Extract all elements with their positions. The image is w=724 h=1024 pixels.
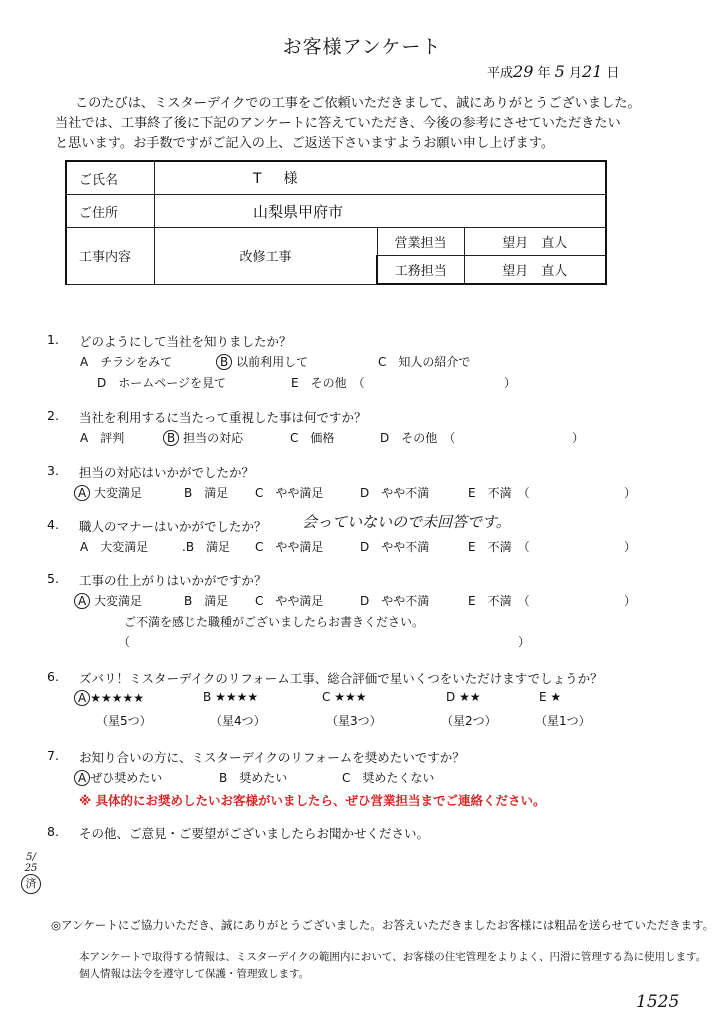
question-text: 職人のマナーはいかがでしたか？ <box>79 519 267 534</box>
sales-value: 望月 直人 <box>464 228 606 256</box>
q6-option-d[interactable] <box>446 690 481 704</box>
name-value: T 様 <box>253 171 302 187</box>
q7-option-c[interactable]: C 奨めたくない <box>342 771 435 785</box>
construction-value: 望月 直人 <box>464 256 606 285</box>
date-day: 21 <box>582 62 603 81</box>
star-rating: ★ <box>550 690 562 704</box>
q3-option-b[interactable]: B 満足 <box>184 486 229 500</box>
question-text: その他、ご意見・ご要望がございましたらお聞かせください。 <box>79 826 430 841</box>
q5-sub-text: ご不満を感じた職種がございましたらお書きください。 <box>124 615 425 629</box>
q4-option-a[interactable]: A 大変満足 <box>80 540 149 554</box>
q2-option-c[interactable]: C 価格 <box>290 431 335 445</box>
q3-close-paren: ） <box>624 486 637 500</box>
date-month-unit: 月 <box>569 66 583 81</box>
question-text: ズバリ！ミスターデイクのリフォーム工事、総合評価で星いくつをいただけますでしょうか？ <box>79 671 603 686</box>
question-number: 3. <box>47 463 59 478</box>
question-number: 1. <box>47 332 59 347</box>
q7-option-a[interactable] <box>74 769 162 786</box>
footer-thanks: ◎アンケートにご協力いただき、誠にありがとうございました。お答えいただきましたお客様には粗品を送らせていただきます。 <box>51 918 715 932</box>
question-number: 6. <box>47 669 59 684</box>
sales-label: 営業担当 <box>377 228 464 256</box>
date-era: 平成 <box>487 66 514 81</box>
q2-option-a[interactable]: A 評判 <box>80 431 125 445</box>
date-month: 5 <box>554 62 565 81</box>
q6-option-d-label: （星2つ） <box>441 714 497 728</box>
construction-label: 工務担当 <box>377 256 464 285</box>
q6-option-c-label: （星3つ） <box>326 714 382 728</box>
q3-option-a[interactable] <box>74 484 142 501</box>
address-value-cell <box>155 195 607 228</box>
q1-option-a[interactable]: A チラシをみて <box>80 355 173 369</box>
q3-option-c[interactable]: C やや満足 <box>255 486 324 500</box>
star-rating: ★★★★ <box>215 690 259 704</box>
q7-option-b[interactable]: B 奨めたい <box>219 771 288 785</box>
option-text: 大変満足 <box>94 594 143 608</box>
q6-option-c[interactable] <box>322 690 367 704</box>
q5-option-d[interactable]: D やや不満 <box>360 594 430 608</box>
star-rating: ★★★ <box>334 690 367 704</box>
address-label: ご住所 <box>66 195 155 228</box>
q6-option-a[interactable] <box>74 690 144 706</box>
selection-circle: A <box>74 593 90 609</box>
q6-option-b[interactable] <box>203 690 258 704</box>
option-text: 大変満足 <box>94 486 143 500</box>
option-text: 以前利用して <box>236 355 309 369</box>
star-rating: ★★ <box>459 690 481 704</box>
q6-option-e-label: （星1つ） <box>535 714 591 728</box>
work-value: 改修工事 <box>155 228 378 285</box>
customer-info-table <box>65 160 607 285</box>
q4-option-c[interactable]: C やや満足 <box>255 540 324 554</box>
q1-option-c[interactable]: C 知人の紹介で <box>378 355 471 369</box>
option-letter: D <box>446 690 456 704</box>
q5-sub-open-paren: （ <box>118 635 131 649</box>
intro-line: このたびは、ミスターデイクでの工事をご依頼いただきまして、誠にありがとうございました。 <box>75 96 641 111</box>
option-text: 担当の対応 <box>183 431 244 445</box>
question-text: どのようにして当社を知りましたか？ <box>79 334 292 349</box>
q1-option-b[interactable] <box>216 353 308 370</box>
option-letter: C <box>322 690 331 704</box>
question-number: 7. <box>47 748 59 763</box>
page-number: 1525 <box>636 992 680 1012</box>
question-number: 4. <box>47 517 59 532</box>
footer-privacy-1: 本アンケートで取得する情報は、ミスターデイクの範囲内において、お客様の住宅管理をよりよく、円滑に管理する為に使用します。 <box>79 951 707 963</box>
question-text: 工事の仕上がりはいかがですか？ <box>79 573 267 588</box>
stamp-mark: 済 <box>21 874 41 894</box>
q2-option-b[interactable] <box>163 429 243 446</box>
question-text: 担当の対応はいかがでしたか？ <box>79 465 255 480</box>
q6-option-a-label: （星5つ） <box>96 714 152 728</box>
q3-option-e[interactable]: E 不満 （ <box>468 486 530 500</box>
q5-option-a[interactable] <box>74 592 142 609</box>
q6-option-e[interactable] <box>539 690 561 704</box>
intro-line: 当社では、工事終了後に下記のアンケートに答えていただき、今後の参考にさせていただきたい <box>55 116 621 131</box>
q3-option-d[interactable]: D やや不満 <box>360 486 430 500</box>
name-label: ご氏名 <box>66 161 155 195</box>
date-year: 29 <box>513 62 534 81</box>
q5-sub-close-paren: ） <box>518 635 531 649</box>
selection-circle: A <box>74 485 90 501</box>
q4-option-d[interactable]: D やや不満 <box>360 540 430 554</box>
selection-circle: A <box>74 690 90 706</box>
selection-circle: B <box>216 354 232 370</box>
question-text: お知り合いの方に、ミスターデイクのリフォームを奨めたいですか？ <box>79 750 465 765</box>
question-number: 8. <box>47 824 59 839</box>
footer-privacy-2: 個人情報は法令を遵守して保護・管理致します。 <box>79 968 310 980</box>
stamp-date-bottom: 25 <box>24 863 38 874</box>
q7-note: ※ 具体的にお奨めしたいお客様がいましたら、ぜひ営業担当までご連絡ください。 <box>79 793 546 808</box>
intro-paragraph <box>55 94 695 154</box>
q1-option-e[interactable]: E その他 （ <box>291 376 365 390</box>
address-value: 山梨県甲府市 <box>253 202 344 221</box>
date-year-unit: 年 <box>537 66 551 81</box>
question-number: 5. <box>47 571 59 586</box>
q2-close-paren: ） <box>572 431 585 445</box>
q5-close-paren: ） <box>624 594 637 608</box>
date-line <box>487 62 620 81</box>
q5-option-b[interactable]: B 満足 <box>184 594 229 608</box>
selection-circle: B <box>163 430 179 446</box>
option-letter: B <box>203 690 212 704</box>
received-stamp <box>14 852 48 894</box>
q5-option-c[interactable]: C やや満足 <box>255 594 324 608</box>
q1-close-paren: ） <box>504 376 517 390</box>
q4-option-b[interactable]: .B 満足 <box>182 540 231 554</box>
intro-line: と思います。お手数ですがご記入の上、ご返送下さいますようお願い申し上げます。 <box>55 136 555 151</box>
option-text: ぜひ奨めたい <box>90 771 163 785</box>
page-title: お客様アンケート <box>282 36 442 58</box>
q4-option-e[interactable]: E 不満 （ <box>468 540 530 554</box>
question-text: 当社を利用するに当たって重視した事は何ですか？ <box>79 410 367 425</box>
stamp-date-top: 5/ <box>26 852 36 863</box>
q6-option-b-label: （星4つ） <box>210 714 266 728</box>
q4-close-paren: ） <box>624 540 637 554</box>
star-rating: ★★★★★ <box>90 691 145 705</box>
q4-handwritten-note: 会っていないので未回答です。 <box>302 513 511 531</box>
question-number: 2. <box>47 408 59 423</box>
work-label: 工事内容 <box>66 228 155 285</box>
selection-circle: A <box>74 770 90 786</box>
q2-option-d[interactable]: D その他 （ <box>380 431 456 445</box>
date-day-unit: 日 <box>606 66 620 81</box>
q1-option-d[interactable]: D ホームページを見て <box>97 376 227 390</box>
q5-option-e[interactable]: E 不満 （ <box>468 594 530 608</box>
option-letter: E <box>539 690 547 704</box>
name-value-cell <box>155 161 607 195</box>
